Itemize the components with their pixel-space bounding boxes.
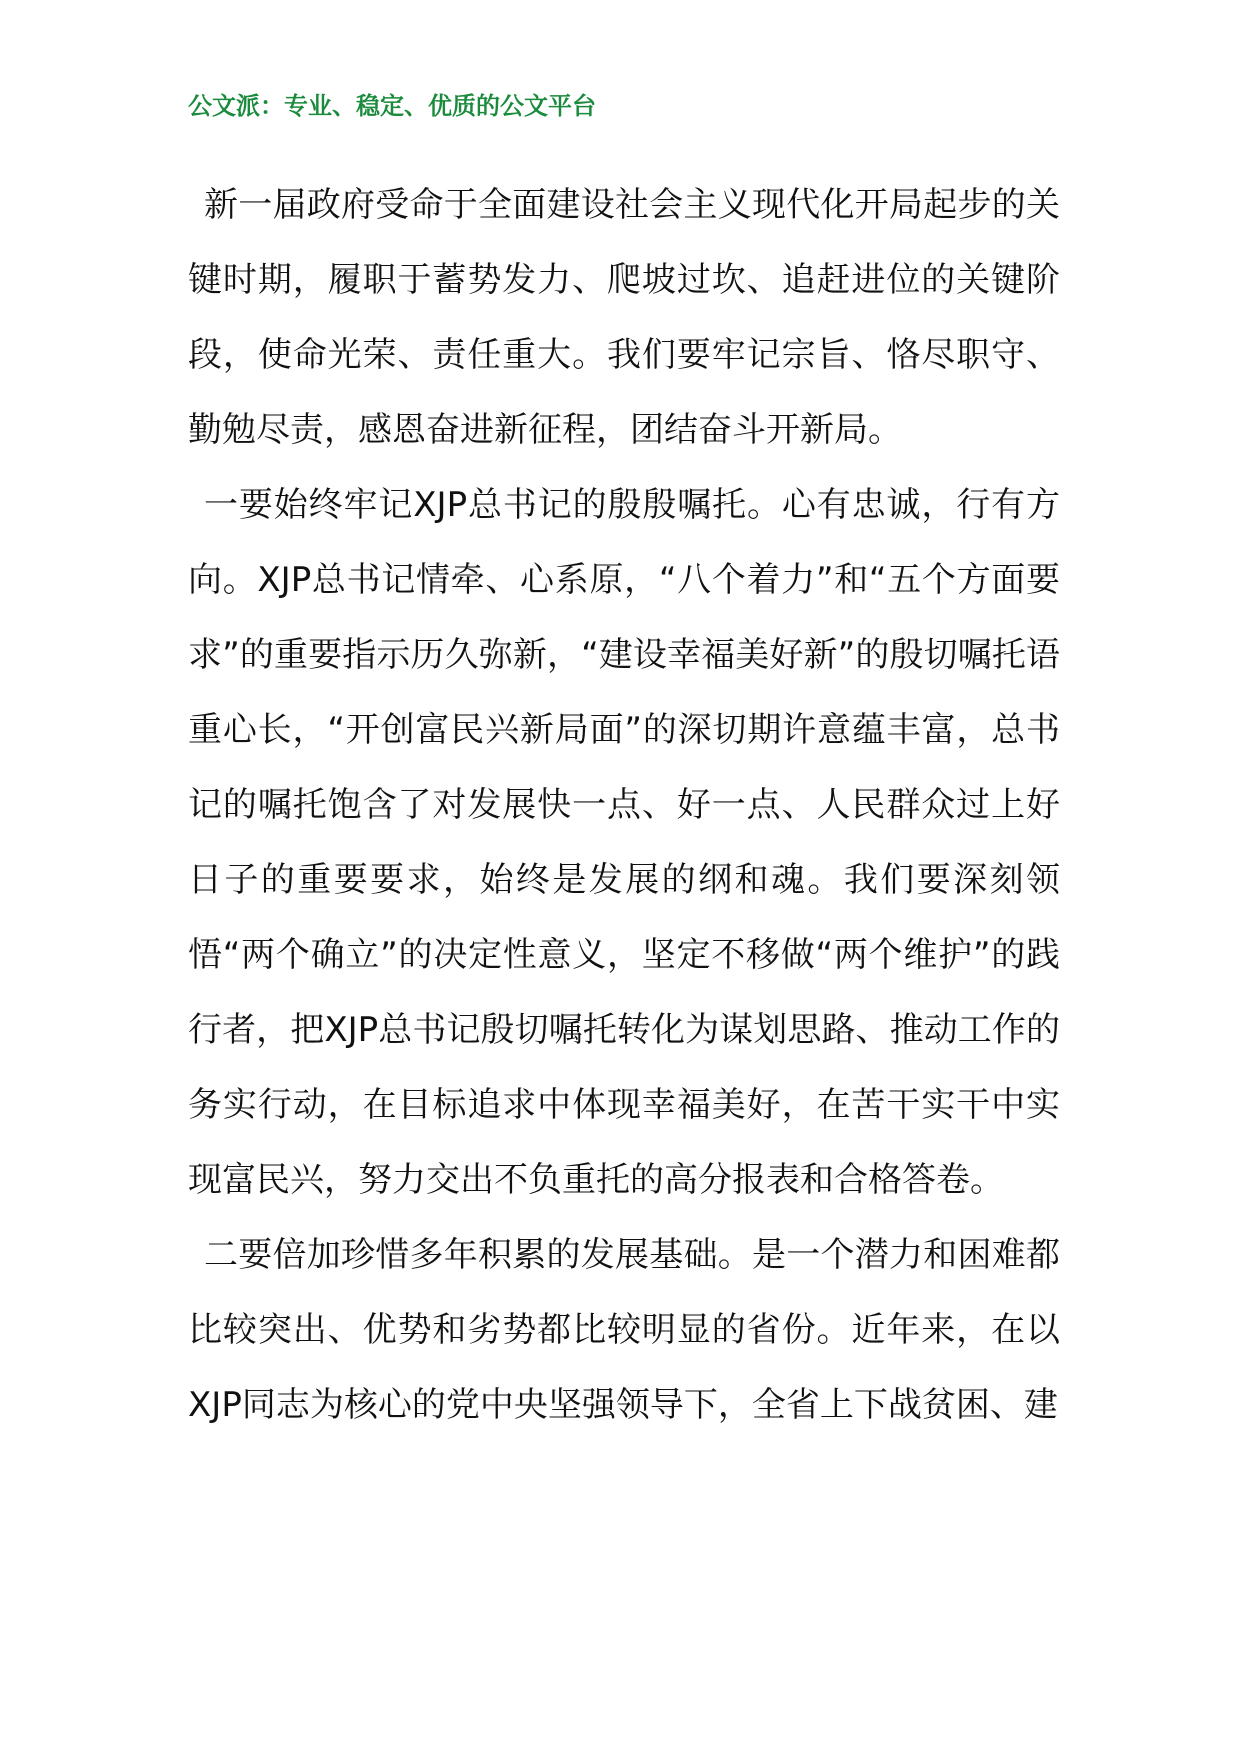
site-header: 公文派：专业、稳定、优质的公文平台 — [188, 91, 596, 120]
paragraph-2: 一要始终牢记XJP总书记的殷殷嘱托。心有忠诚，行有方向。XJP总书记情牵、心系原，“八个着力”和“五个方面要求”的重要指示历久弥新，“建设幸福美好新”的殷切嘱托语重心长，“开创富民兴新局面”的深切期许意蕴丰富，总书记的嘱托饱含了对发展快一点、好一点、人民群众过上好日子的重要要求，始终是发展的纲和魂。我们要深刻领悟“两个确立”的决定性意义，坚定不移做“两个维护”的践行者，把XJP总书记殷切嘱托转化为谋划思路、推动工作的务实行动，在目标追求中体现幸福美好，在苦干实干中实现富民兴，努力交出不负重托的高分报表和合格答卷。 — [188, 485, 1060, 1200]
paragraph-1: 新一届政府受命于全面建设社会主义现代化开局起步的关键时期，履职于蓄势发力、爬坡过坎、追赶进位的关键阶段，使命光荣、责任重大。我们要牢记宗旨、恪尽职守、勤勉尽责，感恩奋进新征程，团结奋斗开新局。 — [188, 185, 1060, 450]
document-body — [188, 168, 1060, 1443]
paragraph-3: 二要倍加珍惜多年积累的发展基础。是一个潜力和困难都比较突出、优势和劣势都比较明显的省份。近年来，在以XJP同志为核心的党中央坚强领导下，全省上下战贫困、建 — [188, 1235, 1060, 1425]
